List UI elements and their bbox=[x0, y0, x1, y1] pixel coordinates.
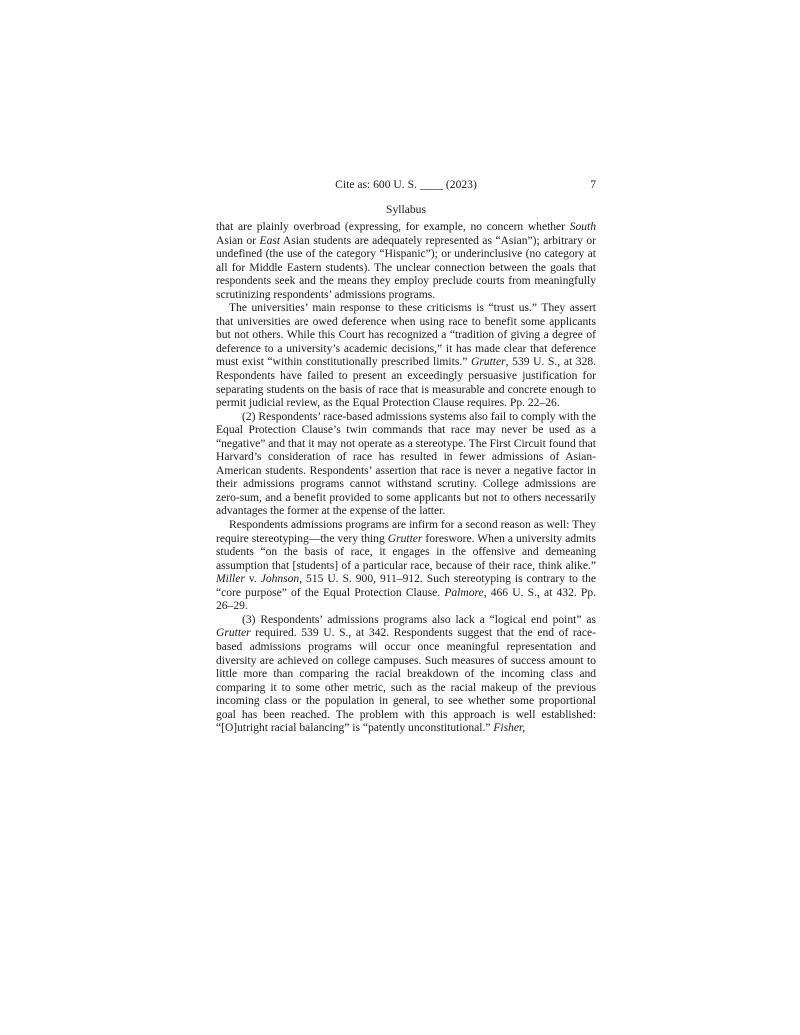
running-header bbox=[216, 177, 596, 193]
paragraph-1 bbox=[216, 221, 596, 302]
italic-run: South bbox=[569, 221, 596, 233]
text-run: , 539 U. S., at 328. Respondents have failed to present an exceedingly persuasive justification for separating students on the basis of race that is measurable and concrete enough to permit judicial review, as the Equal Protection Clause requires. Pp. 22–26. bbox=[216, 356, 596, 410]
paragraph-3 bbox=[216, 411, 596, 519]
italic-run: East bbox=[259, 234, 281, 247]
text-run: Asian or bbox=[216, 234, 260, 247]
case-name: Grutter bbox=[470, 356, 506, 369]
text-run: (3) Respondents’ admissions programs also lack a “logical end point” as bbox=[242, 613, 596, 626]
text-run: The universities’ main response to these criticisms is “trust us.” They assert that universities are owed deference when using race to benefit some applicants but not others. While this Court has recognized a “tradition of giving a degree of deference to a university’s academic decisions,” it has made clear that deference must exist “within constitutionally prescribed limits.” bbox=[216, 302, 596, 369]
paragraph-5 bbox=[216, 614, 596, 736]
section-title: Syllabus bbox=[386, 203, 426, 216]
text-run: v. bbox=[244, 573, 261, 586]
case-name: Miller bbox=[216, 573, 245, 586]
case-name: Grutter bbox=[387, 532, 423, 545]
text-run: foreswore. When a university admits students “on the basis of race, it engages in the offensive and demeaning assumption that [students] of a particular race, because of their race, think alike.” bbox=[216, 532, 596, 572]
text-run: , 515 U. S. 900, 911–912. Such stereotyping is contrary to the “core purpose” of the Equal Protection Clause. bbox=[216, 573, 596, 599]
citation: Cite as: 600 U. S. ____ (2023) bbox=[335, 178, 477, 191]
text-run: (2) Respondents’ race-based admissions systems also fail to comply with the Equal Protection Clause’s twin commands that race may never be used as a “negative” and that it may not operate as a stereotype. The First Circuit found that Harvard’s consideration of race has resulted in fewer admissions of Asian-American students. Respondents’ assertion that race is never a negative factor in their admissions programs cannot withstand scrutiny. College admissions are zero-sum, and a benefit provided to some applicants but not to others necessarily advantages the former at the expense of the latter. bbox=[216, 410, 596, 518]
text-run: that are plainly overbroad (expressing, for example, no concern whether bbox=[216, 221, 570, 233]
case-name: Grutter bbox=[216, 627, 251, 640]
paragraph-2 bbox=[216, 302, 596, 410]
case-name: Fisher, bbox=[493, 722, 526, 735]
text-run: Respondents admissions programs are infirm for a second reason as well: They require stereotyping—the very thing bbox=[216, 519, 596, 545]
case-name: Johnson bbox=[260, 573, 300, 586]
text-run: required. 539 U. S., at 342. Respondents suggest that the end of race-based admissions programs will occur once meaningful representation and diversity are achieved on college campuses. Such measures of success amount to little more than comparing the racial breakdown of the incoming class and comparing it to some other metric, such as the racial makeup of the previous incoming class or the population in general, to see whether some proportional goal has been reached. The problem with this approach is well established: “[O]utright racial balancing” is “patently unconstitutional.” bbox=[216, 627, 596, 735]
text-run: Asian students are adequately represented as “Asian”); arbitrary or undefined (the use of the category “Hispanic”); or underinclusive (no category at all for Middle Eastern students). The unclear connection between the goals that respondents seek and the means they employ preclude courts from meaningfully scrutinizing respondents’ admissions programs. bbox=[216, 234, 596, 301]
paragraph-4 bbox=[216, 519, 596, 614]
text-run: , 466 U. S., at 432. Pp. 26–29. bbox=[216, 586, 596, 613]
page-number: 7 bbox=[590, 178, 596, 191]
body-text bbox=[216, 221, 596, 736]
case-name: Palmore bbox=[444, 586, 484, 599]
